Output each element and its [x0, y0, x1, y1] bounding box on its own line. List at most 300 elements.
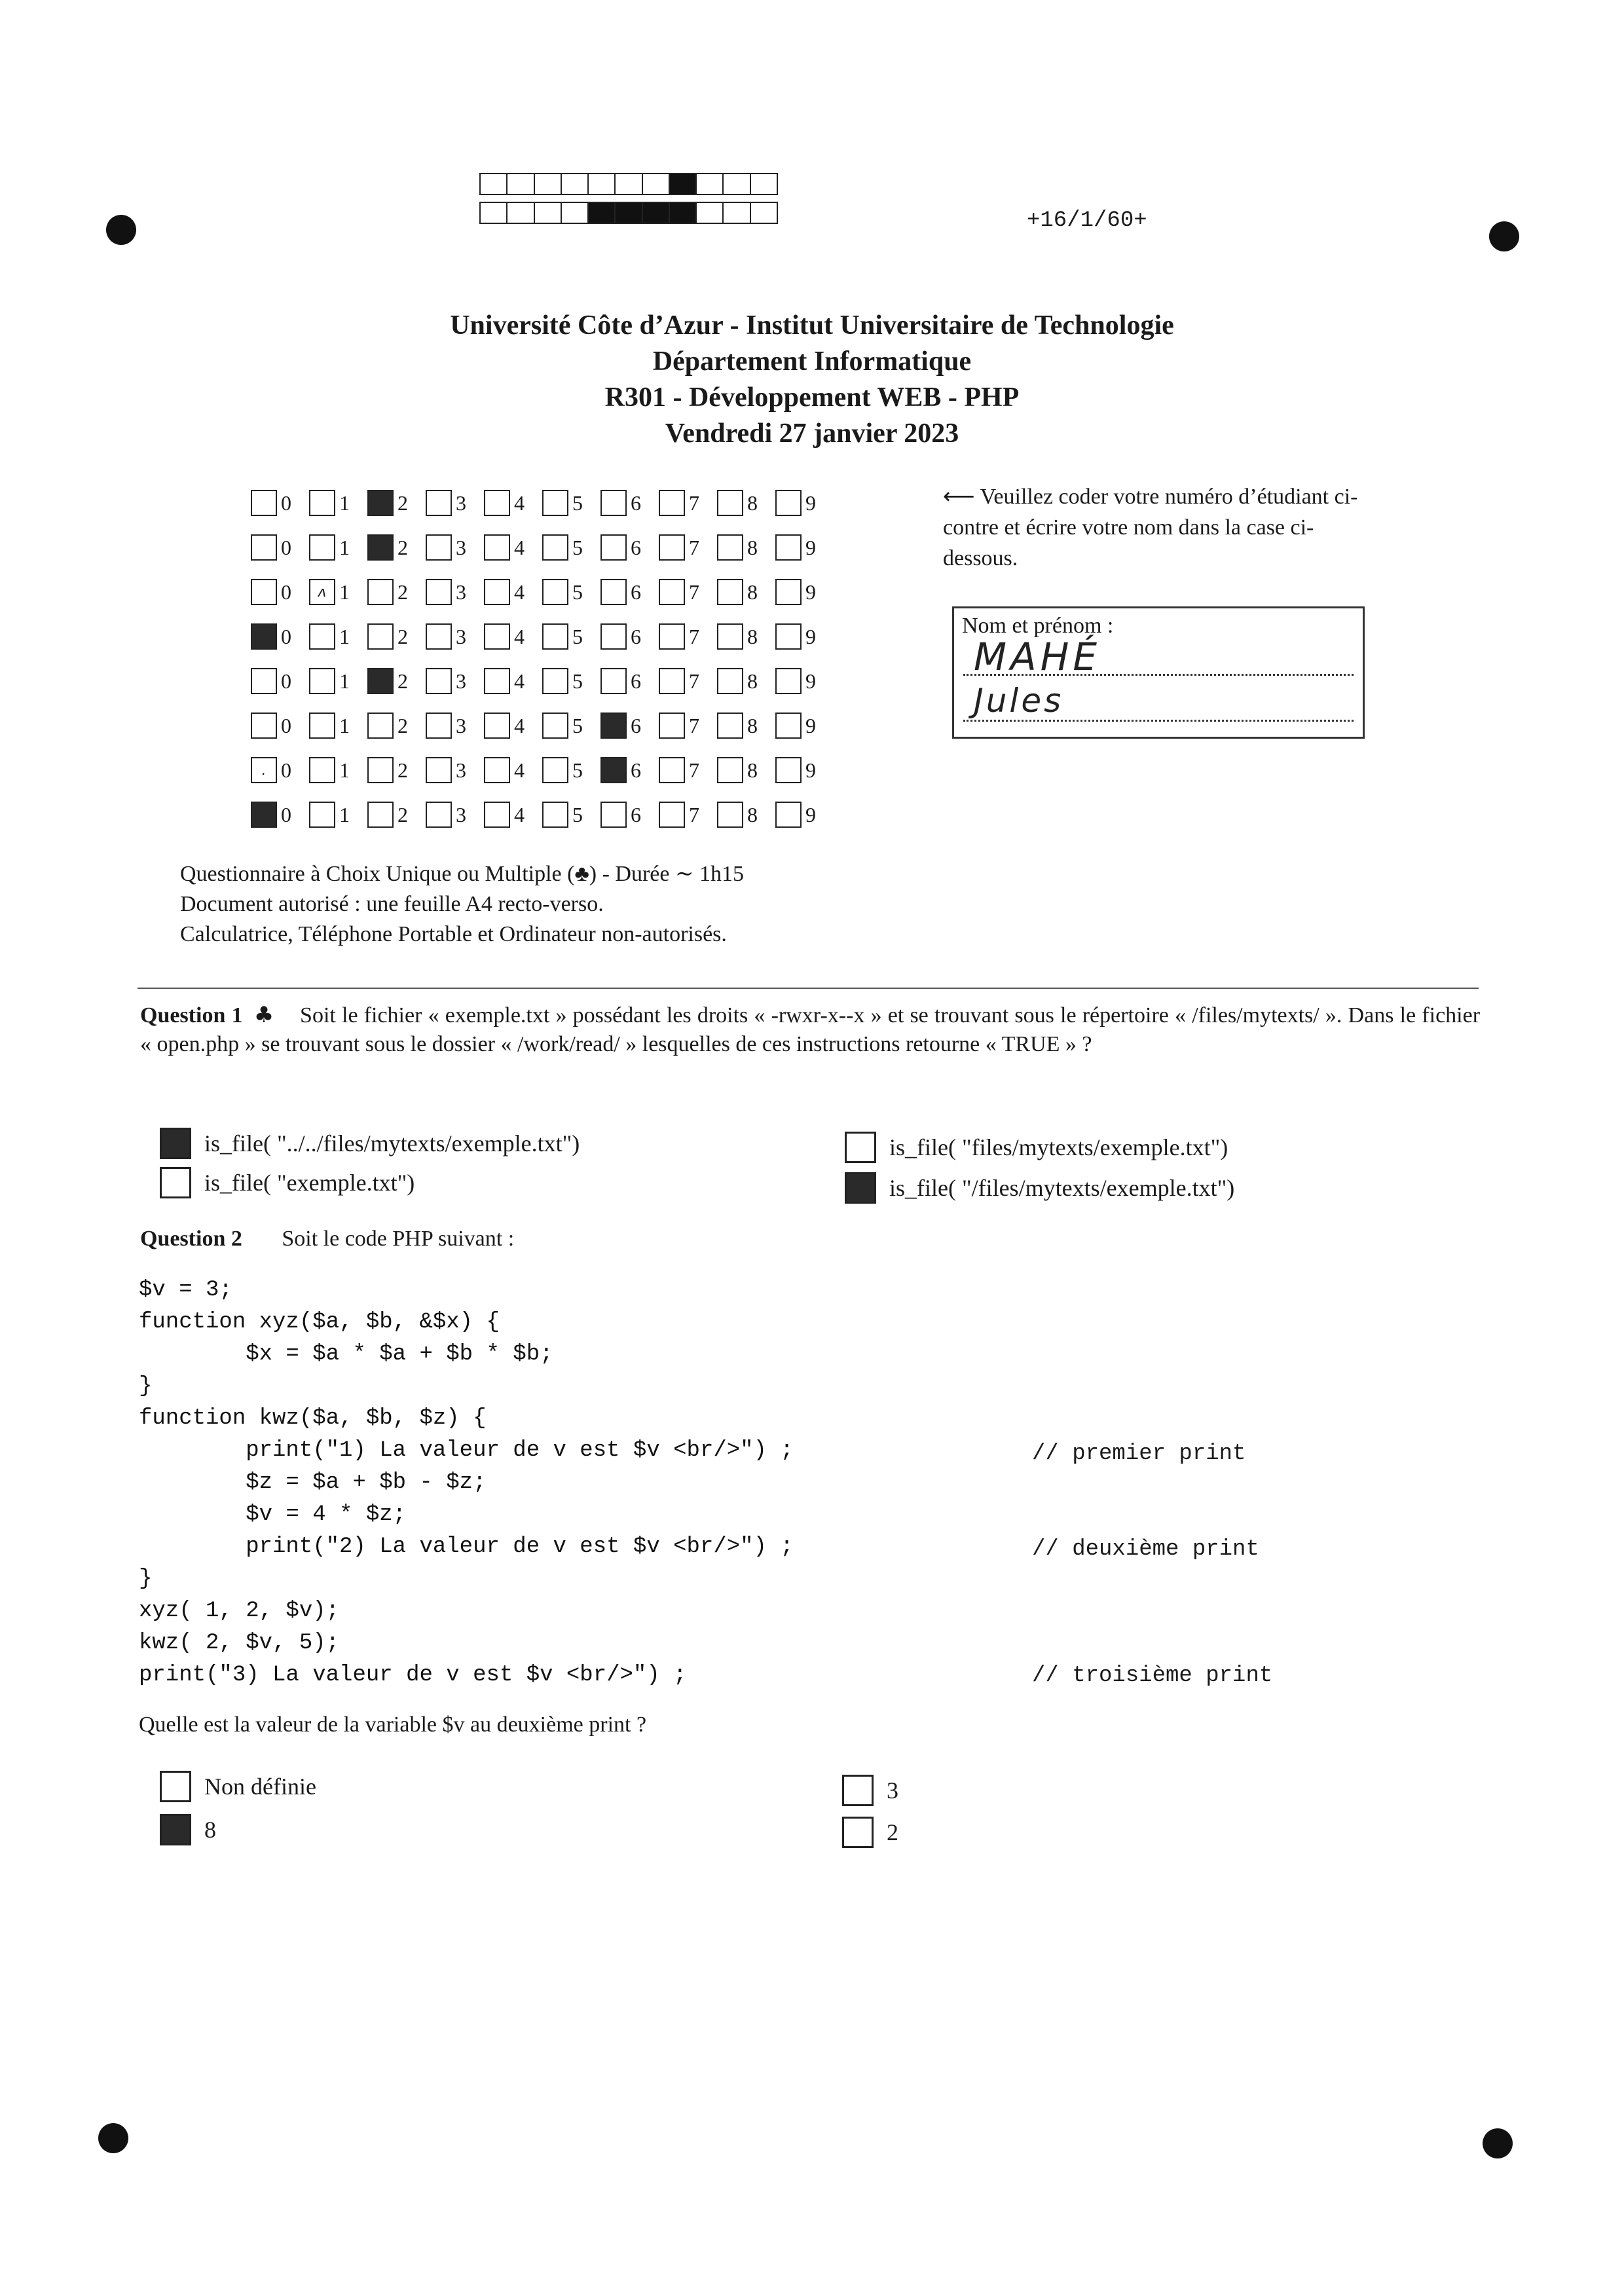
q2-option-3[interactable] [842, 1775, 898, 1806]
name-box[interactable] [952, 606, 1365, 739]
id-digit-cell[interactable] [251, 623, 309, 650]
id-digit-checkbox[interactable] [717, 579, 743, 605]
id-digit-checkbox[interactable] [426, 668, 452, 694]
registration-dot-bottom-right [1483, 2128, 1513, 2158]
id-digit-label: 2 [397, 580, 408, 604]
barcode-cell [670, 174, 697, 194]
barcode-cell [507, 174, 534, 194]
handwritten-last-name: MAHÉ [974, 635, 1101, 679]
id-digit-checkbox[interactable] [426, 623, 452, 650]
id-digit-cell[interactable] [426, 713, 484, 739]
id-digit-checkbox[interactable] [717, 534, 743, 561]
id-digit-checkbox[interactable] [367, 534, 394, 561]
id-digit-cell[interactable] [251, 534, 309, 561]
id-digit-cell[interactable] [717, 490, 775, 516]
id-digit-checkbox[interactable] [484, 668, 510, 694]
id-digit-label: 3 [456, 580, 466, 604]
id-digit-checkbox[interactable] [426, 534, 452, 561]
id-digit-label: 0 [281, 491, 291, 515]
id-digit-label: 5 [572, 491, 583, 515]
id-digit-checkbox[interactable]: . [251, 757, 277, 783]
id-digit-cell[interactable] [717, 757, 775, 783]
id-digit-cell[interactable] [251, 802, 309, 828]
id-digit-checkbox[interactable] [542, 534, 568, 561]
id-grid-row [251, 792, 834, 837]
id-grid-row [251, 525, 834, 570]
id-digit-label: 2 [397, 802, 408, 826]
id-digit-label: 9 [805, 491, 816, 515]
id-digit-checkbox[interactable] [717, 490, 743, 516]
id-digit-cell[interactable] [659, 757, 717, 783]
question-1-text: Soit le fichier « exemple.txt » possédant les droits « -rwxr-x--x » et se trouvant sous le répertoire « /files/mytexts/ ». Dans le fichier « open.php » se trouvant sous le dossier « /work/read/ » lesquelles de ces instructions retourne « TRUE » ? [140, 1003, 1481, 1056]
id-digit-label: 6 [631, 758, 641, 782]
id-digit-checkbox[interactable] [600, 534, 627, 561]
id-digit-checkbox[interactable] [367, 713, 394, 739]
id-digit-checkbox[interactable] [775, 623, 802, 650]
id-digit-label: 8 [747, 713, 758, 737]
id-digit-cell[interactable] [251, 757, 309, 783]
id-digit-checkbox[interactable] [426, 757, 452, 783]
id-grid-row [251, 659, 834, 703]
id-digit-cell[interactable] [309, 757, 367, 783]
id-digit-checkbox[interactable] [484, 623, 510, 650]
id-digit-cell[interactable] [775, 490, 834, 516]
id-digit-label: 5 [572, 580, 583, 604]
id-digit-cell[interactable] [542, 490, 600, 516]
id-digit-label: 9 [805, 669, 816, 693]
id-digit-checkbox[interactable] [775, 802, 802, 828]
barcode-cell [751, 174, 777, 194]
q2-option-2-label: 8 [204, 1817, 216, 1843]
id-digit-checkbox[interactable] [542, 713, 568, 739]
id-digit-checkbox[interactable] [659, 623, 685, 650]
id-digit-checkbox[interactable] [367, 490, 394, 516]
id-digit-cell[interactable] [659, 579, 717, 605]
q2-option-1-checkbox[interactable] [160, 1771, 191, 1802]
exam-info-line-3: Calculatrice, Téléphone Portable et Ordinateur non-autorisés. [180, 922, 727, 946]
id-digit-checkbox[interactable] [659, 579, 685, 605]
id-digit-cell[interactable] [542, 668, 600, 694]
id-digit-label: 6 [631, 669, 641, 693]
header-course: R301 - Développement WEB - PHP [604, 382, 1020, 413]
id-digit-label: 2 [397, 624, 408, 648]
arrow-left-icon: ⟵ [943, 483, 975, 509]
id-digit-checkbox[interactable] [659, 713, 685, 739]
q1-option-4-label: is_file( "/files/mytexts/exemple.txt") [889, 1175, 1235, 1201]
q2-option-1[interactable] [160, 1771, 316, 1802]
question-2-label: Question 2 [140, 1227, 242, 1251]
q1-option-4[interactable] [845, 1172, 1234, 1204]
id-digit-cell[interactable] [484, 668, 542, 694]
id-digit-cell[interactable] [367, 668, 426, 694]
id-digit-label: 9 [805, 535, 816, 559]
id-digit-checkbox[interactable] [600, 623, 627, 650]
id-digit-checkbox[interactable] [775, 713, 802, 739]
id-digit-checkbox[interactable] [717, 802, 743, 828]
handwritten-first-name: Jules [974, 682, 1064, 720]
exam-info [180, 859, 744, 950]
id-digit-label: 1 [339, 713, 350, 737]
id-digit-label: 1 [339, 802, 350, 826]
id-digit-checkbox[interactable] [426, 713, 452, 739]
barcode-cell [724, 174, 750, 194]
id-digit-cell[interactable] [775, 757, 834, 783]
id-digit-checkbox[interactable] [717, 713, 743, 739]
id-digit-cell[interactable] [309, 713, 367, 739]
id-digit-cell[interactable] [426, 757, 484, 783]
barcode-cell [507, 203, 534, 223]
id-digit-label: 9 [805, 713, 816, 737]
barcode-cell [616, 203, 642, 223]
id-digit-checkbox[interactable] [775, 668, 802, 694]
id-digit-label: 0 [281, 758, 291, 782]
header-university: Université Côte d’Azur - Institut Universitaire de Technologie [450, 310, 1174, 341]
id-digit-checkbox[interactable] [542, 757, 568, 783]
id-digit-label: 4 [514, 758, 525, 782]
barcode-cell [589, 203, 616, 223]
separator-line [138, 988, 1479, 989]
id-digit-label: 0 [281, 713, 291, 737]
id-digit-label: 3 [456, 802, 466, 826]
id-digit-checkbox[interactable] [775, 490, 802, 516]
id-digit-checkbox[interactable] [600, 757, 627, 783]
id-digit-checkbox[interactable] [309, 757, 335, 783]
comment-first-print: // premier print [1032, 1441, 1246, 1466]
id-digit-checkbox[interactable] [309, 623, 335, 650]
id-digit-checkbox[interactable] [542, 802, 568, 828]
q2-option-4-checkbox[interactable] [842, 1817, 874, 1848]
id-digit-label: 7 [689, 713, 699, 737]
id-digit-checkbox[interactable] [309, 534, 335, 561]
question-1 [140, 1001, 1480, 1059]
barcode-cell [589, 174, 616, 194]
id-digit-cell[interactable] [717, 668, 775, 694]
id-digit-label: 4 [514, 624, 525, 648]
id-digit-cell[interactable] [659, 713, 717, 739]
id-digit-label: 4 [514, 580, 525, 604]
id-digit-cell[interactable] [426, 490, 484, 516]
id-digit-cell[interactable] [717, 713, 775, 739]
id-grid-row [251, 481, 834, 525]
id-digit-checkbox[interactable] [717, 668, 743, 694]
id-digit-label: 1 [339, 624, 350, 648]
question-2-prompt: Quelle est la valeur de la variable $v au deuxième print ? [139, 1713, 647, 1737]
id-digit-cell[interactable] [426, 534, 484, 561]
id-digit-cell[interactable] [659, 802, 717, 828]
id-digit-label: 2 [397, 758, 408, 782]
id-digit-cell[interactable] [367, 623, 426, 650]
id-digit-checkbox[interactable] [600, 490, 627, 516]
id-digit-cell[interactable] [251, 579, 309, 605]
id-digit-label: 8 [747, 491, 758, 515]
id-digit-label: 4 [514, 802, 525, 826]
exam-info-line-1: Questionnaire à Choix Unique ou Multiple (♣) - Durée ∼ 1h15 [180, 862, 744, 886]
id-digit-cell[interactable] [309, 579, 367, 605]
id-digit-cell[interactable] [251, 490, 309, 516]
id-digit-label: 9 [805, 758, 816, 782]
exam-info-line-2: Document autorisé : une feuille A4 recto-verso. [180, 892, 604, 916]
id-digit-cell[interactable] [775, 713, 834, 739]
id-digit-checkbox[interactable] [251, 534, 277, 561]
id-digit-checkbox[interactable] [251, 802, 277, 828]
barcode-cell [535, 174, 562, 194]
id-digit-checkbox[interactable] [484, 534, 510, 561]
id-digit-checkbox[interactable] [251, 623, 277, 650]
id-digit-label: 0 [281, 580, 291, 604]
id-digit-cell[interactable] [309, 668, 367, 694]
id-digit-label: 8 [747, 758, 758, 782]
id-digit-label: 9 [805, 624, 816, 648]
id-digit-checkbox[interactable] [542, 623, 568, 650]
id-digit-label: 6 [631, 535, 641, 559]
q1-option-2-checkbox[interactable] [160, 1167, 191, 1198]
id-digit-cell[interactable] [426, 802, 484, 828]
id-digit-checkbox[interactable] [309, 802, 335, 828]
id-digit-label: 7 [689, 535, 699, 559]
id-digit-checkbox[interactable] [600, 668, 627, 694]
id-digit-label: 4 [514, 713, 525, 737]
question-2 [140, 1225, 514, 1253]
id-digit-cell[interactable] [484, 623, 542, 650]
id-digit-cell[interactable] [542, 579, 600, 605]
id-digit-cell[interactable] [542, 534, 600, 561]
id-digit-checkbox[interactable] [367, 757, 394, 783]
barcode-cell [751, 203, 777, 223]
barcode-cell [697, 203, 724, 223]
id-digit-checkbox[interactable] [484, 579, 510, 605]
id-digit-cell[interactable] [775, 802, 834, 828]
id-digit-checkbox[interactable] [717, 623, 743, 650]
id-digit-cell[interactable] [717, 802, 775, 828]
id-digit-label: 4 [514, 535, 525, 559]
q1-option-2[interactable] [160, 1167, 415, 1198]
id-digit-checkbox[interactable] [600, 579, 627, 605]
id-digit-checkbox[interactable] [659, 757, 685, 783]
id-digit-cell[interactable] [717, 534, 775, 561]
id-grid-row [251, 614, 834, 659]
id-digit-cell[interactable] [426, 668, 484, 694]
header-department: Département Informatique [652, 346, 972, 377]
id-digit-label: 0 [281, 669, 291, 693]
id-digit-cell[interactable] [542, 713, 600, 739]
id-digit-cell[interactable] [367, 579, 426, 605]
id-digit-checkbox[interactable] [775, 757, 802, 783]
id-grid-row [251, 748, 834, 792]
id-digit-label: 5 [572, 713, 583, 737]
barcode-cell [670, 203, 697, 223]
id-digit-cell[interactable] [659, 534, 717, 561]
id-digit-cell[interactable] [600, 490, 659, 516]
id-digit-cell[interactable] [600, 623, 659, 650]
id-digit-cell[interactable] [309, 490, 367, 516]
exam-header [0, 308, 1624, 452]
id-digit-checkbox[interactable] [309, 668, 335, 694]
id-digit-cell[interactable] [484, 534, 542, 561]
id-digit-cell[interactable] [542, 802, 600, 828]
id-digit-checkbox[interactable] [659, 490, 685, 516]
id-digit-cell[interactable] [309, 534, 367, 561]
barcode-cell [643, 174, 670, 194]
id-digit-checkbox[interactable] [426, 490, 452, 516]
id-digit-checkbox[interactable] [426, 579, 452, 605]
q1-option-3[interactable] [845, 1132, 1228, 1163]
id-digit-label: 3 [456, 669, 466, 693]
q2-option-2[interactable] [160, 1814, 216, 1845]
id-digit-cell[interactable] [775, 579, 834, 605]
id-digit-cell[interactable] [484, 579, 542, 605]
id-digit-cell[interactable] [600, 802, 659, 828]
id-digit-checkbox[interactable] [659, 534, 685, 561]
q2-option-2-checkbox[interactable] [160, 1814, 191, 1845]
id-digit-cell[interactable] [367, 802, 426, 828]
id-digit-checkbox[interactable] [251, 579, 277, 605]
id-digit-cell[interactable] [484, 757, 542, 783]
id-digit-checkbox[interactable] [484, 713, 510, 739]
id-digit-checkbox[interactable] [367, 579, 394, 605]
id-digit-label: 8 [747, 535, 758, 559]
id-digit-cell[interactable] [775, 668, 834, 694]
q1-option-4-checkbox[interactable] [845, 1172, 876, 1204]
id-digit-cell[interactable] [367, 757, 426, 783]
id-grid-row [251, 570, 834, 614]
id-digit-cell[interactable] [600, 757, 659, 783]
id-digit-checkbox[interactable] [251, 490, 277, 516]
q2-option-4[interactable] [842, 1817, 898, 1848]
id-digit-label: 3 [456, 535, 466, 559]
id-digit-label: 7 [689, 758, 699, 782]
q2-option-3-label: 3 [887, 1777, 898, 1804]
id-digit-checkbox[interactable] [309, 713, 335, 739]
id-digit-cell[interactable] [600, 534, 659, 561]
id-digit-checkbox[interactable] [251, 668, 277, 694]
id-digit-label: 1 [339, 535, 350, 559]
id-digit-checkbox[interactable] [309, 490, 335, 516]
name-line-1 [963, 674, 1354, 676]
q1-option-1-label: is_file( "../../files/mytexts/exemple.txt") [204, 1130, 580, 1157]
barcode-cell [616, 174, 642, 194]
id-digit-label: 7 [689, 491, 699, 515]
id-digit-checkbox[interactable] [484, 757, 510, 783]
id-digit-checkbox[interactable] [484, 802, 510, 828]
id-digit-cell[interactable] [484, 713, 542, 739]
id-digit-cell[interactable] [367, 713, 426, 739]
id-digit-checkbox[interactable] [542, 668, 568, 694]
id-digit-label: 1 [339, 669, 350, 693]
id-digit-checkbox[interactable] [659, 668, 685, 694]
id-digit-cell[interactable] [309, 802, 367, 828]
id-digit-checkbox[interactable] [775, 534, 802, 561]
id-digit-label: 5 [572, 758, 583, 782]
q1-option-1-checkbox[interactable] [160, 1128, 191, 1159]
barcode-cell [643, 203, 670, 223]
id-digit-label: 1 [339, 491, 350, 515]
id-digit-checkbox[interactable] [426, 802, 452, 828]
id-digit-cell[interactable] [426, 623, 484, 650]
id-digit-cell[interactable] [542, 623, 600, 650]
id-digit-checkbox[interactable] [659, 802, 685, 828]
id-digit-label: 8 [747, 669, 758, 693]
id-digit-checkbox[interactable] [367, 668, 394, 694]
id-grid-row [251, 703, 834, 748]
id-digit-label: 6 [631, 802, 641, 826]
id-digit-label: 7 [689, 802, 699, 826]
id-digit-label: 2 [397, 713, 408, 737]
id-digit-label: 5 [572, 624, 583, 648]
id-digit-label: 6 [631, 624, 641, 648]
id-digit-cell[interactable] [542, 757, 600, 783]
id-digit-checkbox[interactable] [542, 490, 568, 516]
id-digit-cell[interactable] [659, 623, 717, 650]
id-digit-label: 7 [689, 669, 699, 693]
id-digit-label: 3 [456, 624, 466, 648]
q1-option-3-checkbox[interactable] [845, 1132, 876, 1163]
id-digit-checkbox[interactable] [367, 623, 394, 650]
id-digit-cell[interactable] [367, 534, 426, 561]
id-digit-cell[interactable] [309, 623, 367, 650]
name-line-2 [963, 720, 1354, 722]
id-digit-cell[interactable] [426, 579, 484, 605]
id-digit-cell[interactable] [251, 668, 309, 694]
id-digit-label: 5 [572, 669, 583, 693]
q1-option-1[interactable] [160, 1128, 580, 1159]
id-digit-cell[interactable] [484, 490, 542, 516]
id-digit-label: 1 [339, 580, 350, 604]
id-digit-checkbox[interactable] [775, 579, 802, 605]
barcode-cell [562, 203, 589, 223]
id-digit-checkbox[interactable] [600, 713, 627, 739]
id-digit-cell[interactable] [600, 579, 659, 605]
id-digit-checkbox[interactable] [717, 757, 743, 783]
id-digit-label: 9 [805, 580, 816, 604]
id-digit-label: 2 [397, 669, 408, 693]
id-digit-cell[interactable] [775, 534, 834, 561]
id-digit-cell[interactable] [367, 490, 426, 516]
name-label: Nom et prénom : [962, 614, 1114, 638]
id-digit-checkbox[interactable] [542, 579, 568, 605]
barcode-cell [697, 174, 724, 194]
id-digit-cell[interactable] [717, 579, 775, 605]
id-digit-label: 6 [631, 580, 641, 604]
id-digit-cell[interactable] [659, 668, 717, 694]
id-digit-cell[interactable] [600, 668, 659, 694]
id-digit-cell[interactable] [484, 802, 542, 828]
registration-dot-top-left [106, 215, 136, 245]
club-icon: ♣ [253, 1002, 274, 1028]
id-digit-checkbox[interactable] [251, 713, 277, 739]
instructions-text: Veuillez coder votre numéro d’étudiant ci-contre et écrire votre nom dans la case ci-dessous. [943, 485, 1358, 570]
q2-option-1-label: Non définie [204, 1773, 316, 1800]
id-digit-label: 6 [631, 491, 641, 515]
id-digit-cell[interactable] [775, 623, 834, 650]
id-digit-checkbox[interactable] [600, 802, 627, 828]
id-digit-checkbox[interactable]: ᴧ [309, 579, 335, 605]
registration-dot-top-right [1489, 221, 1519, 251]
id-digit-checkbox[interactable] [367, 802, 394, 828]
barcode-cell [535, 203, 562, 223]
id-digit-cell[interactable] [717, 623, 775, 650]
id-digit-cell[interactable] [251, 713, 309, 739]
q2-option-4-label: 2 [887, 1819, 898, 1845]
barcode-cell [562, 174, 589, 194]
id-digit-label: 3 [456, 758, 466, 782]
id-digit-checkbox[interactable] [484, 490, 510, 516]
id-digit-cell[interactable] [659, 490, 717, 516]
q2-option-3-checkbox[interactable] [842, 1775, 874, 1806]
barcode-cell [724, 203, 750, 223]
id-instructions [943, 481, 1375, 574]
id-digit-cell[interactable] [600, 713, 659, 739]
barcode-cell [481, 203, 507, 223]
